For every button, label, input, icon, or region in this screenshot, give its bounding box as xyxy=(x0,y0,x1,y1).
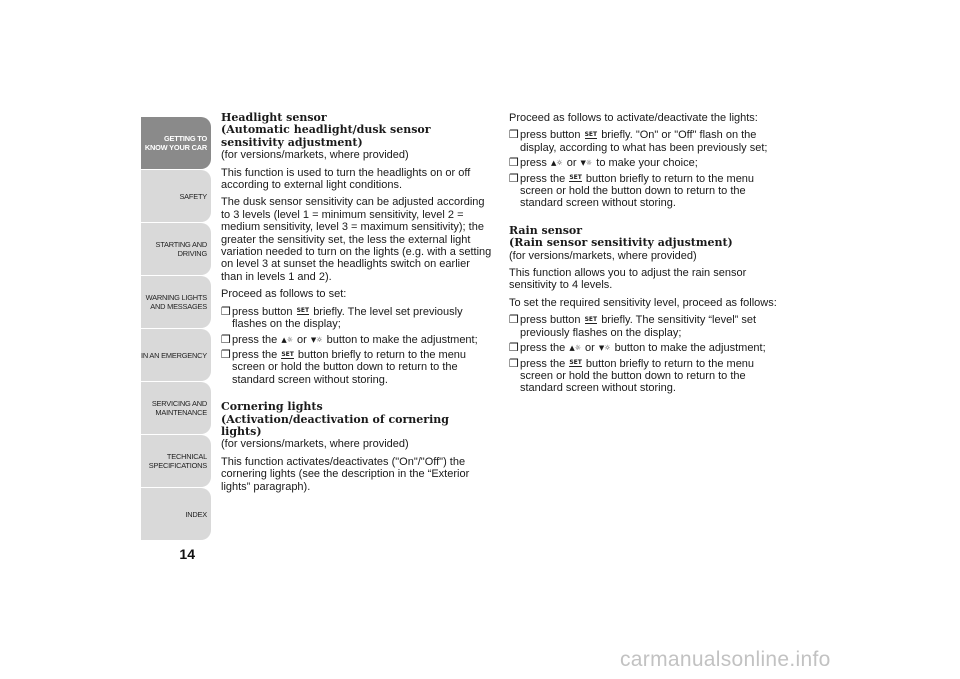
set-button-icon: SET xyxy=(584,315,598,323)
down-button-icon: ▼☼ xyxy=(580,159,593,168)
paragraph: Proceed as follows to set: xyxy=(221,288,347,301)
section-title: Headlight sensor xyxy=(221,111,327,124)
up-button-icon: ▲☼ xyxy=(569,344,581,353)
list-item: ❒ press the ▲☼ or ▼☼ button to make the adjustment; xyxy=(509,342,766,355)
headlight-heading xyxy=(221,112,493,149)
list-item: ❒ press the SET button briefly to return to the menu screen or hold the button down to return to the standard screen without storing. xyxy=(509,357,755,395)
availability-note: (for versions/markets, where provided) xyxy=(221,149,409,162)
up-button-icon: ▲☼ xyxy=(281,335,293,344)
availability-note: (for versions/markets, where provided) xyxy=(509,249,697,262)
paragraph: Proceed as follows to activate/deactivate the lights: xyxy=(509,112,758,124)
paragraph: The dusk sensor sensitivity can be adjusted according to 3 levels (level 1 = minimum sensitivity, level 2 = medium sensitivity, level 3 = maximum sensitivity); the greater the sensitivity set, the less the external light variation needed to turn on the lights (e.g. with a setting on level 3 at sunset the headlights switch on earlier than in levels 1 and 2). xyxy=(221,196,492,283)
section-subtitle: (Rain sensor sensitivity adjustment) xyxy=(509,236,733,250)
section-title: Rain sensor xyxy=(509,223,583,237)
availability-note: (for versions/markets, where provided) xyxy=(221,438,409,451)
tab-getting-to-know-your-car[interactable] xyxy=(141,117,211,169)
tab-starting-and-driving[interactable] xyxy=(141,223,211,275)
down-button-icon: ▼☼ xyxy=(598,344,611,353)
tab-label: INDEX xyxy=(185,509,207,519)
checkbox-bullet-icon: ❒ xyxy=(221,333,231,346)
cornering-heading xyxy=(221,401,493,438)
paragraph: This function allows you to adjust the rain sensor sensitivity to 4 levels. xyxy=(509,267,747,292)
tab-label: IN AN EMERGENCY xyxy=(141,350,207,360)
list-item: ❒ press ▲☼ or ▼☼ to make your choice; xyxy=(509,157,698,170)
list-item: ❒ press button SET briefly. The level set previously flashes on the display; xyxy=(221,305,463,331)
tab-warning-lights[interactable] xyxy=(141,276,211,328)
tab-servicing-and-maintenance[interactable] xyxy=(141,382,211,434)
tab-label: GETTING TO KNOW YOUR CAR xyxy=(144,134,207,152)
tab-label: STARTING AND DRIVING xyxy=(155,240,207,258)
right-column xyxy=(509,112,781,400)
tab-label: WARNING LIGHTS AND MESSAGES xyxy=(145,293,207,311)
step-list xyxy=(509,129,781,209)
paragraph: To set the required sensitivity level, proceed as follows: xyxy=(509,296,777,309)
checkbox-bullet-icon: ❒ xyxy=(509,342,519,355)
set-button-icon: SET xyxy=(296,307,310,315)
section-subtitle: (Activation/deactivation of cornering lights) xyxy=(221,412,449,438)
down-button-icon: ▼☼ xyxy=(310,335,323,344)
section-title: Cornering lights xyxy=(221,400,323,414)
list-item: ❒ press button SET briefly. "On" or "Off" flash on the display, according to what has been previously set; xyxy=(509,129,768,154)
checkbox-bullet-icon: ❒ xyxy=(221,348,231,361)
step-list xyxy=(509,314,781,394)
tab-index[interactable] xyxy=(141,488,211,540)
set-button-icon: SET xyxy=(281,350,294,358)
list-item: ❒ press the ▲☼ or ▼☼ button to make the adjustment; xyxy=(221,333,478,346)
tab-in-an-emergency[interactable] xyxy=(141,329,211,381)
list-item: ❒ press the SET button briefly to return to the menu screen or hold the button down to return to the standard screen without storing. xyxy=(509,172,755,210)
left-column xyxy=(221,112,493,498)
paragraph: This function is used to turn the headlights on or off according to external light conditions. xyxy=(221,166,471,192)
paragraph: This function activates/deactivates ("On"/"Off") the cornering lights (see the description in the “Exterior lights” paragraph). xyxy=(221,455,470,493)
tab-label: SERVICING AND MAINTENANCE xyxy=(151,399,207,417)
set-button-icon: SET xyxy=(584,131,598,138)
rain-heading xyxy=(509,225,781,250)
set-button-icon: SET xyxy=(569,174,582,182)
tab-safety[interactable] xyxy=(141,170,211,222)
set-button-icon: SET xyxy=(569,359,582,367)
checkbox-bullet-icon: ❒ xyxy=(509,157,519,170)
section-subtitle: (Automatic headlight/dusk sensor sensitivity adjustment) xyxy=(221,123,431,149)
list-item: ❒ press button SET briefly. The sensitivity “level” set previously flashes on the display; xyxy=(509,314,757,339)
checkbox-bullet-icon: ❒ xyxy=(509,357,519,370)
tab-label: SAFETY xyxy=(179,191,207,201)
list-item: ❒ press the SET button briefly to return to the menu screen or hold the button down to return to the standard screen without storing. xyxy=(221,348,467,386)
checkbox-bullet-icon: ❒ xyxy=(509,129,519,142)
tab-label: TECHNICAL SPECIFICATIONS xyxy=(148,452,207,470)
page-number: 14 xyxy=(179,546,195,562)
step-list xyxy=(221,306,493,386)
tab-technical-specifications[interactable] xyxy=(141,435,211,487)
checkbox-bullet-icon: ❒ xyxy=(509,172,519,185)
watermark: carmanualsonline.info xyxy=(620,648,831,671)
checkbox-bullet-icon: ❒ xyxy=(509,314,519,327)
checkbox-bullet-icon: ❒ xyxy=(221,305,231,318)
up-button-icon: ▲☼ xyxy=(550,159,563,168)
